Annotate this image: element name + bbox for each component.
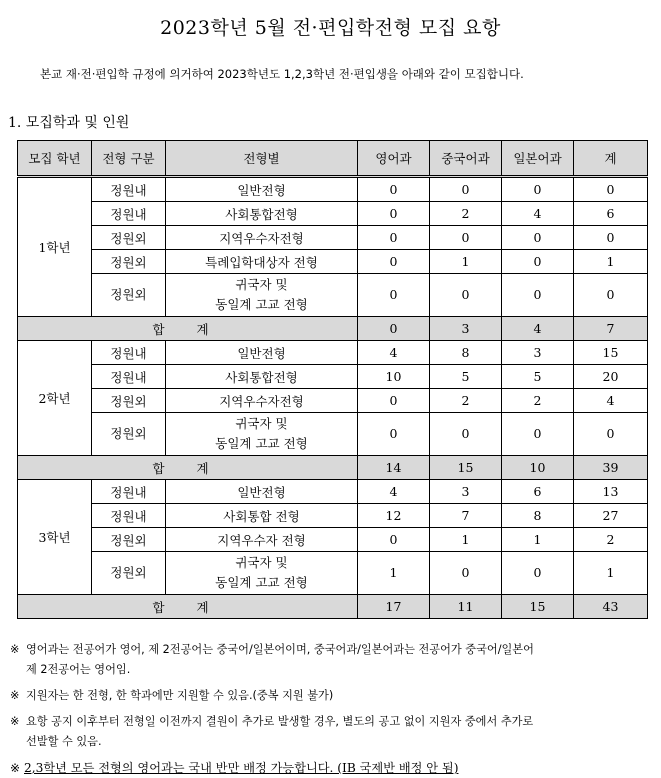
track-line-1: 귀국자 및 <box>235 555 288 570</box>
cell-chinese: 0 <box>430 177 502 202</box>
cell-english: 0 <box>358 274 430 317</box>
cell-japanese: 0 <box>502 250 574 274</box>
sum-japanese: 4 <box>502 317 574 341</box>
section-title: 1. 모집학과 및 인원 <box>8 115 130 131</box>
cell-total: 1 <box>574 250 648 274</box>
cell-english: 0 <box>358 413 430 456</box>
cell-track <box>166 413 358 456</box>
sum-label: 합 계 <box>18 595 358 619</box>
sum-chinese: 3 <box>430 317 502 341</box>
table-row <box>18 528 648 552</box>
sum-english: 14 <box>358 456 430 480</box>
cell-english: 10 <box>358 365 430 389</box>
sum-chinese: 11 <box>430 595 502 619</box>
cell-chinese: 1 <box>430 528 502 552</box>
table-row <box>18 274 648 317</box>
table-row <box>18 389 648 413</box>
sum-label: 합 계 <box>18 456 358 480</box>
cell-track: 지역우수자전형 <box>166 226 358 250</box>
table-row <box>18 480 648 504</box>
grade-label: 1학년 <box>18 177 92 317</box>
cell-type: 정원외 <box>92 389 166 413</box>
cell-type: 정원내 <box>92 365 166 389</box>
cell-track <box>166 274 358 317</box>
cell-total: 4 <box>574 389 648 413</box>
cell-english: 0 <box>358 250 430 274</box>
cell-english: 0 <box>358 226 430 250</box>
cell-english: 0 <box>358 389 430 413</box>
note-text: 선발할 수 있음. <box>26 735 102 748</box>
table-row <box>18 177 648 202</box>
cell-track: 일반전형 <box>166 341 358 365</box>
note-text: 지원자는 한 전형, 한 학과에만 지원할 수 있음.(중복 지원 불가) <box>26 689 334 702</box>
cell-type: 정원외 <box>92 226 166 250</box>
table-row <box>18 202 648 226</box>
sum-total: 39 <box>574 456 648 480</box>
sum-label: 합 계 <box>18 317 358 341</box>
header-chinese: 중국어과 <box>430 141 502 177</box>
cell-total: 20 <box>574 365 648 389</box>
cell-english: 0 <box>358 177 430 202</box>
cell-type: 정원내 <box>92 504 166 528</box>
sum-row <box>18 595 648 619</box>
sum-total: 7 <box>574 317 648 341</box>
intro-text: 본교 재·전·편입학 규정에 의거하여 2023학년도 1,2,3학년 전·편입생을 아래와 같이 모집합니다. <box>40 67 524 81</box>
cell-japanese: 0 <box>502 226 574 250</box>
sum-japanese: 15 <box>502 595 574 619</box>
cell-japanese: 5 <box>502 365 574 389</box>
cell-total: 1 <box>574 552 648 595</box>
cell-track: 사회통합전형 <box>166 202 358 226</box>
cell-total: 0 <box>574 226 648 250</box>
cell-chinese: 1 <box>430 250 502 274</box>
cell-english: 4 <box>358 341 430 365</box>
cell-type: 정원외 <box>92 274 166 317</box>
cell-type: 정원내 <box>92 480 166 504</box>
cell-total: 27 <box>574 504 648 528</box>
cell-english: 12 <box>358 504 430 528</box>
cell-type: 정원외 <box>92 528 166 552</box>
sum-chinese: 15 <box>430 456 502 480</box>
grade-label: 3학년 <box>18 480 92 595</box>
cell-chinese: 0 <box>430 552 502 595</box>
track-line-2: 동일계 고교 전형 <box>215 297 308 312</box>
cell-chinese: 5 <box>430 365 502 389</box>
table-row <box>18 413 648 456</box>
cell-type: 정원외 <box>92 413 166 456</box>
note-text: 2,3학년 모든 전형의 영어과는 국내 반만 배정 가능합니다. (IB 국제반 배정 안 됨) <box>24 761 459 775</box>
cell-japanese: 0 <box>502 274 574 317</box>
table-header-row <box>18 141 648 177</box>
cell-total: 13 <box>574 480 648 504</box>
cell-chinese: 3 <box>430 480 502 504</box>
header-track: 전형별 <box>166 141 358 177</box>
track-line-1: 귀국자 및 <box>235 416 288 431</box>
cell-english: 0 <box>358 528 430 552</box>
table-row <box>18 365 648 389</box>
cell-type: 정원내 <box>92 177 166 202</box>
admission-table <box>17 140 648 619</box>
cell-chinese: 0 <box>430 226 502 250</box>
cell-type: 정원내 <box>92 202 166 226</box>
cell-chinese: 0 <box>430 274 502 317</box>
cell-japanese: 1 <box>502 528 574 552</box>
table-row <box>18 504 648 528</box>
page-title: 2023학년 5월 전·편입학전형 모집 요항 <box>160 17 501 39</box>
cell-type: 정원내 <box>92 341 166 365</box>
cell-track: 특례입학대상자 전형 <box>166 250 358 274</box>
sum-english: 0 <box>358 317 430 341</box>
cell-total: 0 <box>574 177 648 202</box>
reference-mark-icon: ※ <box>10 761 21 775</box>
sum-japanese: 10 <box>502 456 574 480</box>
cell-type: 정원외 <box>92 250 166 274</box>
header-japanese: 일본어과 <box>502 141 574 177</box>
cell-japanese: 6 <box>502 480 574 504</box>
cell-japanese: 0 <box>502 413 574 456</box>
cell-japanese: 4 <box>502 202 574 226</box>
sum-total: 43 <box>574 595 648 619</box>
cell-track: 사회통합 전형 <box>166 504 358 528</box>
cell-english: 1 <box>358 552 430 595</box>
reference-mark-icon: ※ <box>10 715 20 728</box>
note-item <box>10 712 655 752</box>
cell-chinese: 2 <box>430 202 502 226</box>
cell-english: 4 <box>358 480 430 504</box>
note-item <box>10 686 655 706</box>
header-total: 계 <box>574 141 648 177</box>
cell-chinese: 2 <box>430 389 502 413</box>
cell-track: 일반전형 <box>166 480 358 504</box>
table-row <box>18 552 648 595</box>
cell-type: 정원외 <box>92 552 166 595</box>
header-grade: 모집 학년 <box>18 141 92 177</box>
note-item <box>10 640 655 680</box>
cell-chinese: 8 <box>430 341 502 365</box>
cell-total: 2 <box>574 528 648 552</box>
cell-track: 지역우수자전형 <box>166 389 358 413</box>
cell-track: 사회통합전형 <box>166 365 358 389</box>
grade-label: 2학년 <box>18 341 92 456</box>
cell-track: 지역우수자 전형 <box>166 528 358 552</box>
table-row <box>18 250 648 274</box>
cell-chinese: 0 <box>430 413 502 456</box>
cell-japanese: 2 <box>502 389 574 413</box>
sum-english: 17 <box>358 595 430 619</box>
cell-japanese: 3 <box>502 341 574 365</box>
cell-english: 0 <box>358 202 430 226</box>
header-type: 전형 구분 <box>92 141 166 177</box>
cell-japanese: 8 <box>502 504 574 528</box>
cell-track <box>166 552 358 595</box>
note-text: 제 2전공어는 영어임. <box>26 663 131 676</box>
track-line-2: 동일계 고교 전형 <box>215 575 308 590</box>
cell-total: 0 <box>574 274 648 317</box>
header-english: 영어과 <box>358 141 430 177</box>
table-row <box>18 341 648 365</box>
track-line-1: 귀국자 및 <box>235 277 288 292</box>
sum-row <box>18 317 648 341</box>
cell-japanese: 0 <box>502 552 574 595</box>
cell-total: 0 <box>574 413 648 456</box>
reference-mark-icon: ※ <box>10 689 20 702</box>
note-text: 영어과는 전공어가 영어, 제 2전공어는 중국어/일본어이며, 중국어과/일본어과는 전공어가 중국어/일본어 <box>26 643 534 656</box>
cell-chinese: 7 <box>430 504 502 528</box>
cell-japanese: 0 <box>502 177 574 202</box>
reference-mark-icon: ※ <box>10 643 20 656</box>
track-line-2: 동일계 고교 전형 <box>215 436 308 451</box>
note-text: 요항 공지 이후부터 전형일 이전까지 결원이 추가로 발생할 경우, 별도의 공고 없이 지원자 중에서 추가로 <box>26 715 534 728</box>
cell-track: 일반전형 <box>166 177 358 202</box>
notes <box>10 640 655 778</box>
table-row <box>18 226 648 250</box>
cell-total: 15 <box>574 341 648 365</box>
sum-row <box>18 456 648 480</box>
cell-total: 6 <box>574 202 648 226</box>
note-item <box>10 758 655 778</box>
